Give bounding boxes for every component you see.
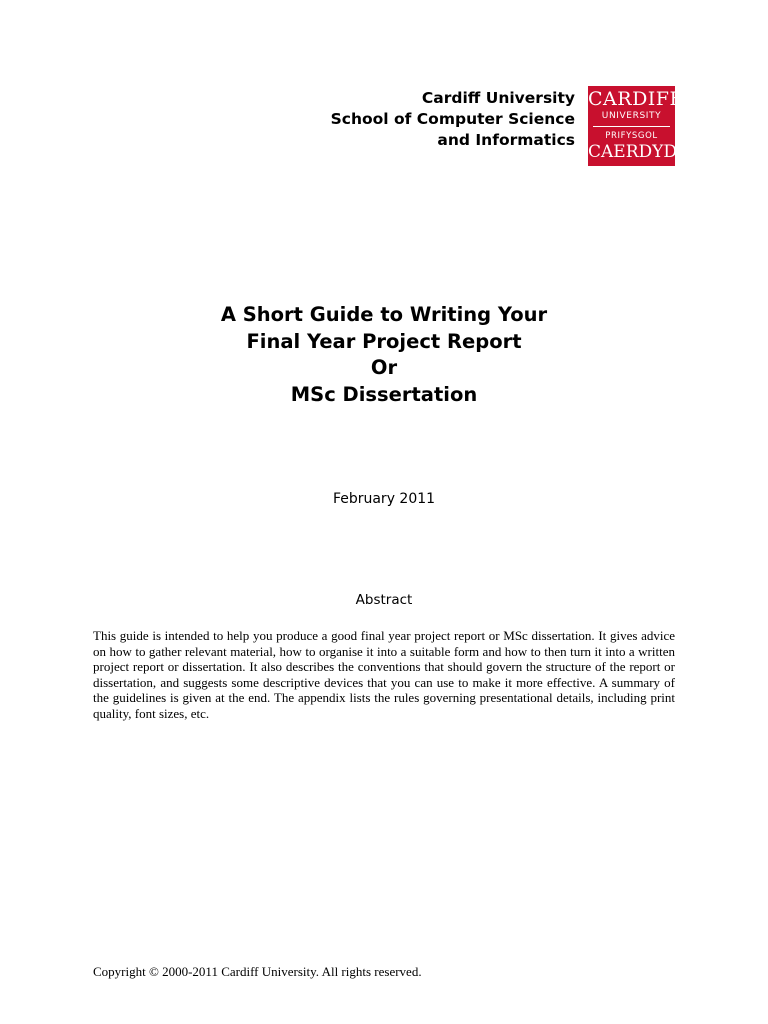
cardiff-university-logo bbox=[588, 86, 691, 166]
title-line-1: A Short Guide to Writing Your bbox=[220, 303, 548, 326]
school-name-line2: and Informatics bbox=[437, 131, 575, 149]
logo-text-cardiff: CARDIFF bbox=[588, 88, 684, 110]
document-date: February 2011 bbox=[332, 491, 436, 507]
institution-name: Cardiff University bbox=[421, 89, 575, 107]
school-name-line1: School of Computer Science bbox=[330, 110, 575, 128]
title-line-2: Final Year Project Report bbox=[246, 329, 522, 353]
logo-text-caerdydd: CAERDYDD bbox=[588, 142, 691, 162]
logo-text-university: UNIVERSITY bbox=[601, 111, 662, 121]
logo-divider bbox=[593, 126, 670, 127]
abstract-heading: Abstract bbox=[355, 592, 413, 608]
logo-text-prifysgol: PRIFYSGOL bbox=[605, 131, 658, 141]
abstract-body: This guide is intended to help you produce a good final year project report or MSc dissertation. It gives advice on how to gather relevant material, how to organise it into a suitable form and how to then turn it into a written project report or dissertation. It also describes the conventions that should govern the structure of the report or dissertation, and suggests some descriptive devices that you can use to make it more effective. A summary of the guidelines is given at the end. The appendix lists the rules governing presentational details, including print quality, font sizes, etc. bbox=[93, 628, 675, 721]
title-line-3: Or bbox=[370, 356, 398, 379]
document-title bbox=[0, 302, 768, 408]
copyright-notice: Copyright © 2000-2011 Cardiff University. All rights reserved. bbox=[93, 964, 422, 979]
institution-header bbox=[331, 88, 575, 151]
title-line-4: MSc Dissertation bbox=[290, 382, 478, 406]
